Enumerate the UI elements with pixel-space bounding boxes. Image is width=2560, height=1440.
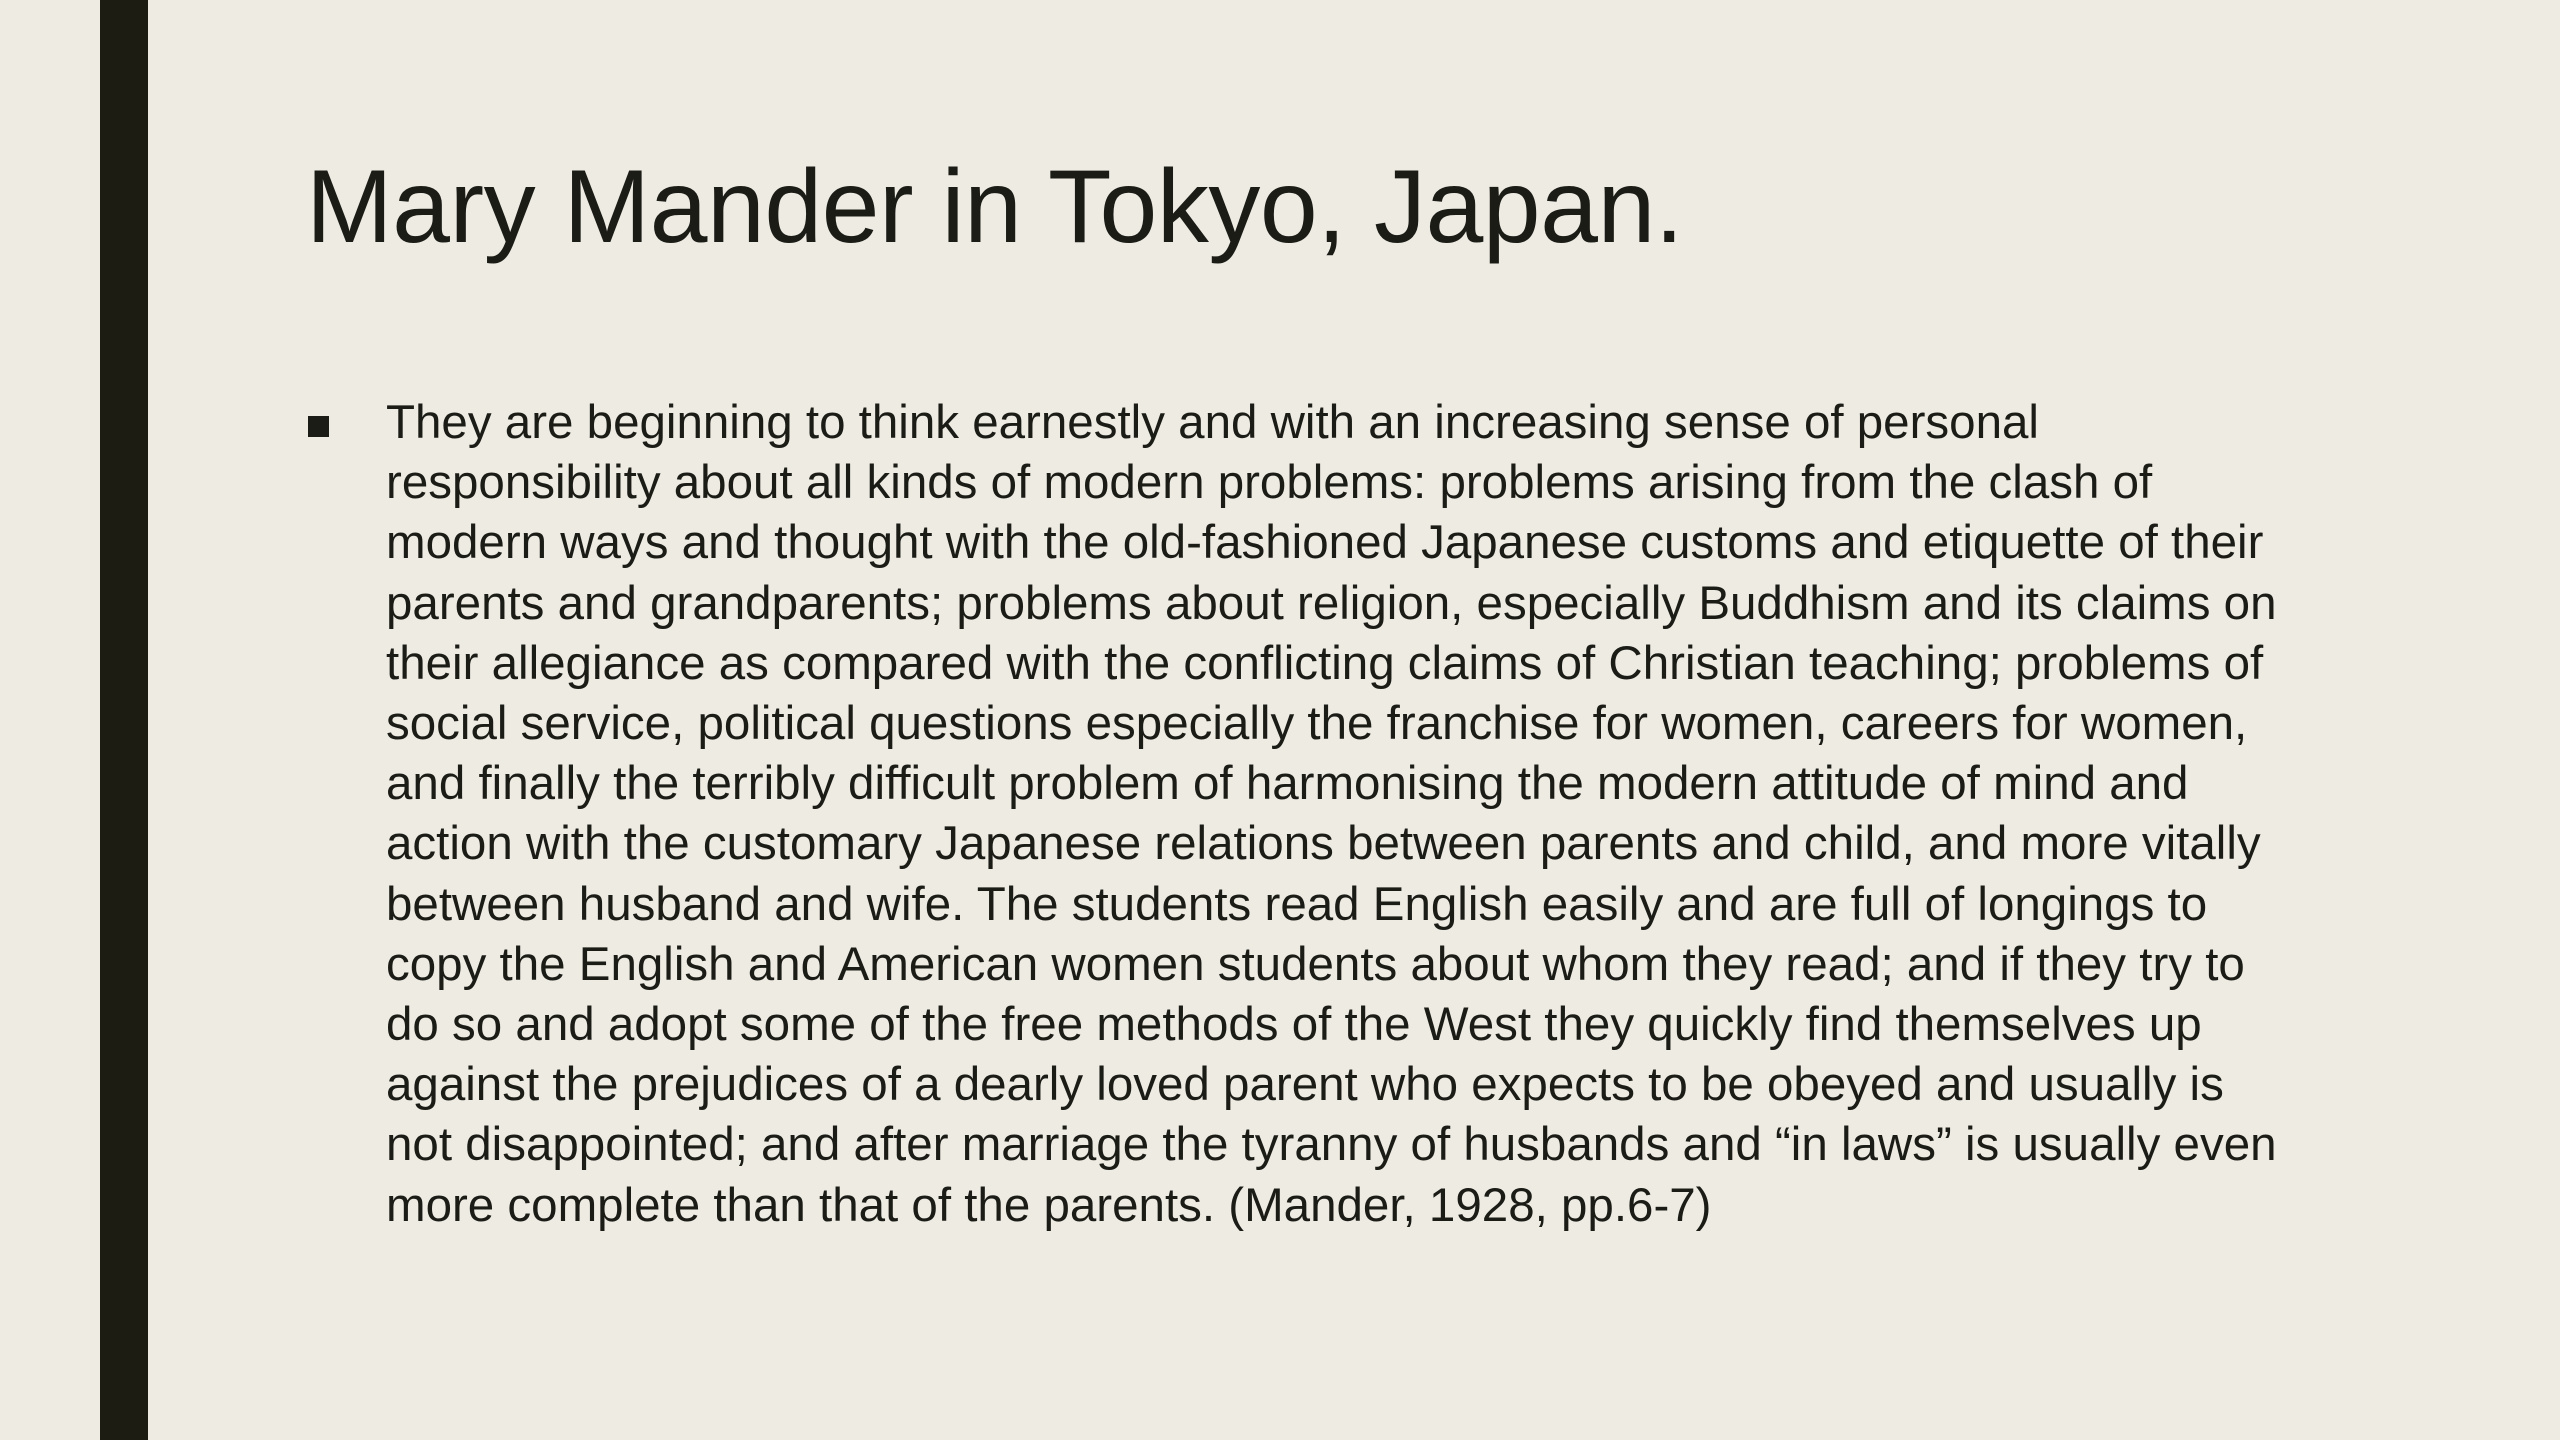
accent-bar <box>100 0 148 1440</box>
slide-title: Mary Mander in Tokyo, Japan. <box>306 149 1684 265</box>
square-bullet-icon <box>306 393 386 453</box>
bullet-list <box>306 393 2296 1236</box>
quote-text: They are beginning to think earnestly and with an increasing sense of personal responsibility about all kinds of modern problems: problems arising from the clash of modern ways and thought with the old-fashioned Japanese customs and etiquette of their parents and grandparents; problems about religion, especially Buddhism and its claims on their allegiance as compared with the conflicting claims of Christian teaching; problems of social service, political questions especially the franchise for women, careers for women, and finally the terribly difficult problem of harmonising the modern attitude of mind and action with the customary Japanese relations between parents and child, and more vitally between husband and wife. The students read English easily and are full of longings to copy the English and American women students about whom they read; and if they try to do so and adopt some of the free methods of the West they quickly find themselves up against the prejudices of a dearly loved parent who expects to be obeyed and usually is not disappointed; and after marriage the tyranny of husbands and “in laws” is usually even more complete than that of the parents. (Mander, 1928, pp.6-7) <box>386 396 2277 1232</box>
bullet-item <box>306 393 2296 1236</box>
